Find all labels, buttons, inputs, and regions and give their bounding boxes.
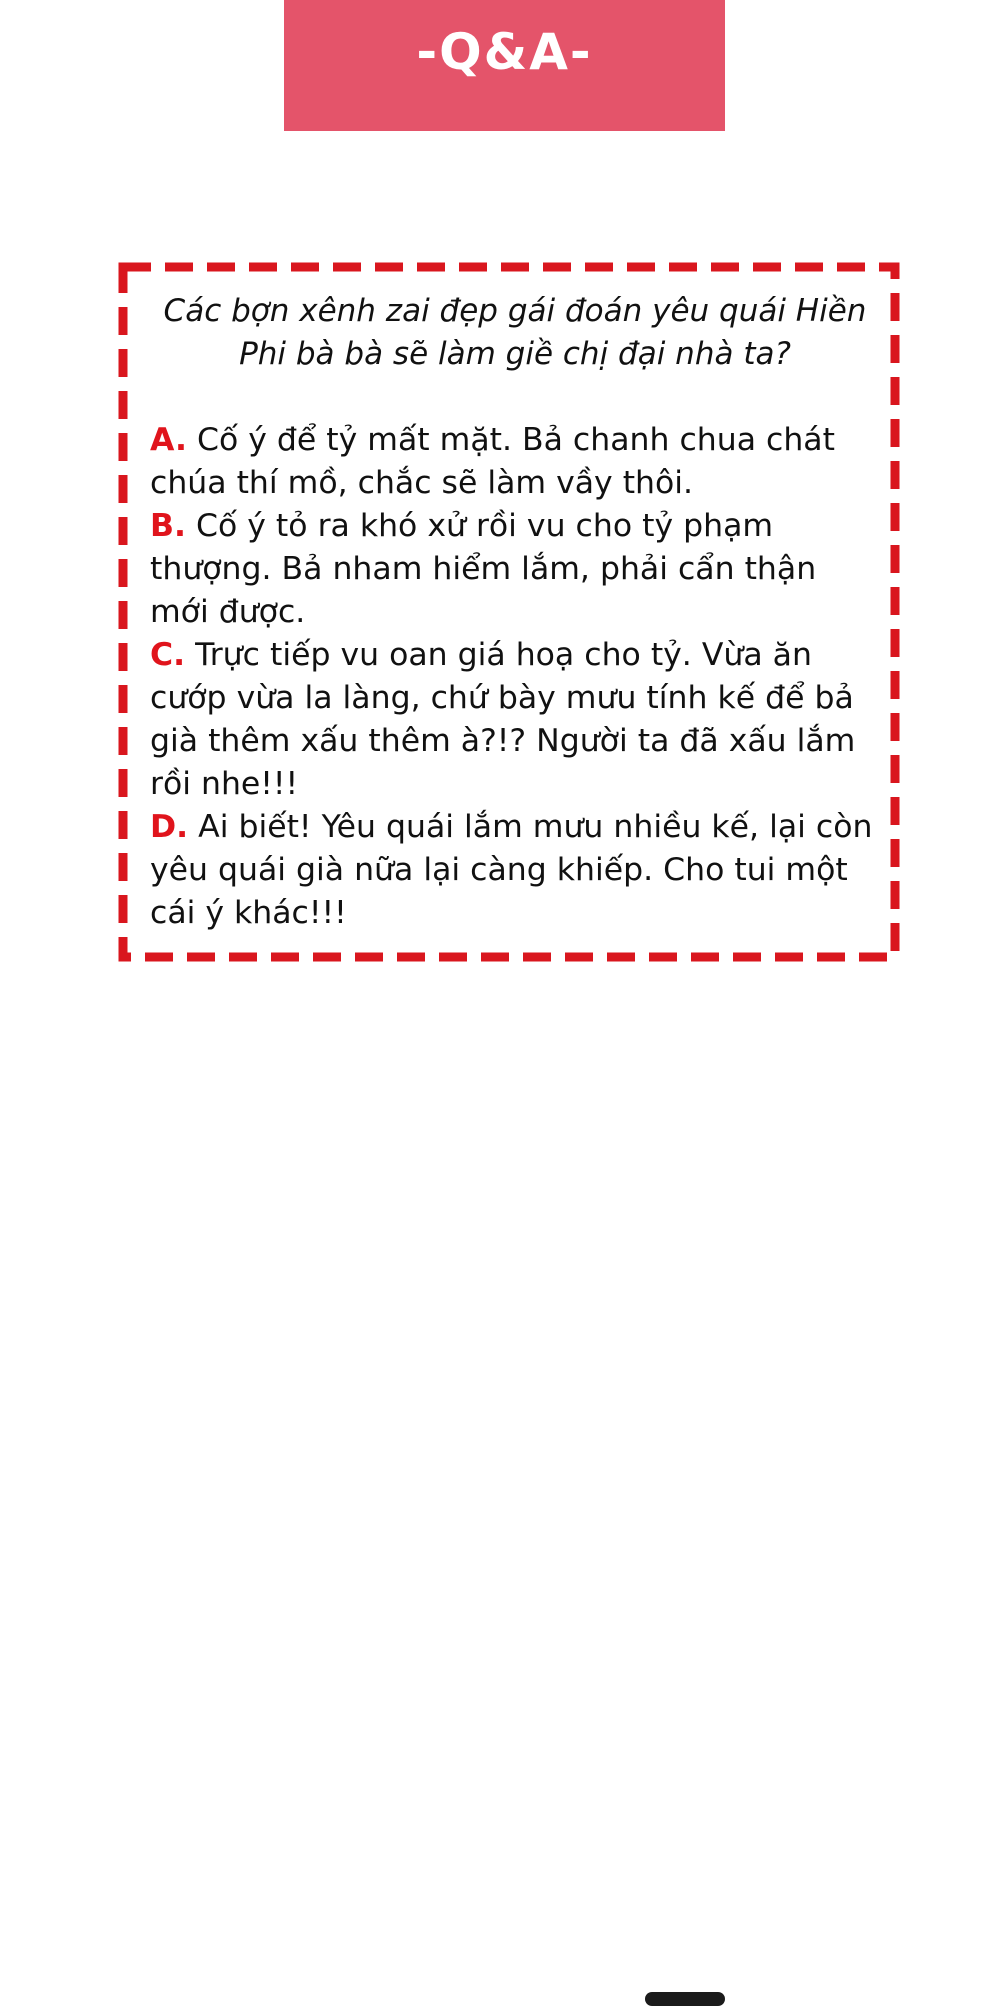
option-letter-b: B. (150, 508, 186, 544)
qa-banner (284, 0, 725, 131)
option-text-c: Trực tiếp vu oan giá hoạ cho tỷ. Vừa ăn cướp vừa la làng, chứ bày mưu tính kế để bả già thêm xấu thêm à?!? Người ta đã xấu lắm rồi nhe!!! (150, 637, 856, 802)
option-letter-a: A. (150, 422, 187, 458)
option-text-d: Ai biết! Yêu quái lắm mưu nhiều kế, lại còn yêu quái già nữa lại càng khiếp. Cho tui một cái ý khác!!! (150, 809, 873, 931)
option-letter-d: D. (150, 809, 189, 845)
qa-card (118, 262, 900, 962)
qa-content (150, 290, 880, 935)
quiz-question: Các bợn xênh zai đẹp gái đoán yêu quái Hiền Phi bà bà sẽ làm giề chị đại nhà ta? (163, 293, 867, 372)
option-letter-c: C. (150, 637, 186, 673)
option-text-b: Cố ý tỏ ra khó xử rồi vu cho tỷ phạm thượng. Bả nham hiểm lắm, phải cẩn thận mới được. (150, 508, 817, 630)
answer-option-c (150, 634, 880, 806)
option-text-a: Cố ý để tỷ mất mặt. Bả chanh chua chát chúa thí mồ, chắc sẽ làm vầy thôi. (150, 422, 835, 501)
answer-option-b (150, 505, 880, 634)
banner-title: -Q&A- (416, 22, 593, 81)
answer-option-d (150, 806, 880, 935)
bottom-edge-decoration (645, 1992, 725, 2006)
answer-option-a (150, 419, 880, 505)
